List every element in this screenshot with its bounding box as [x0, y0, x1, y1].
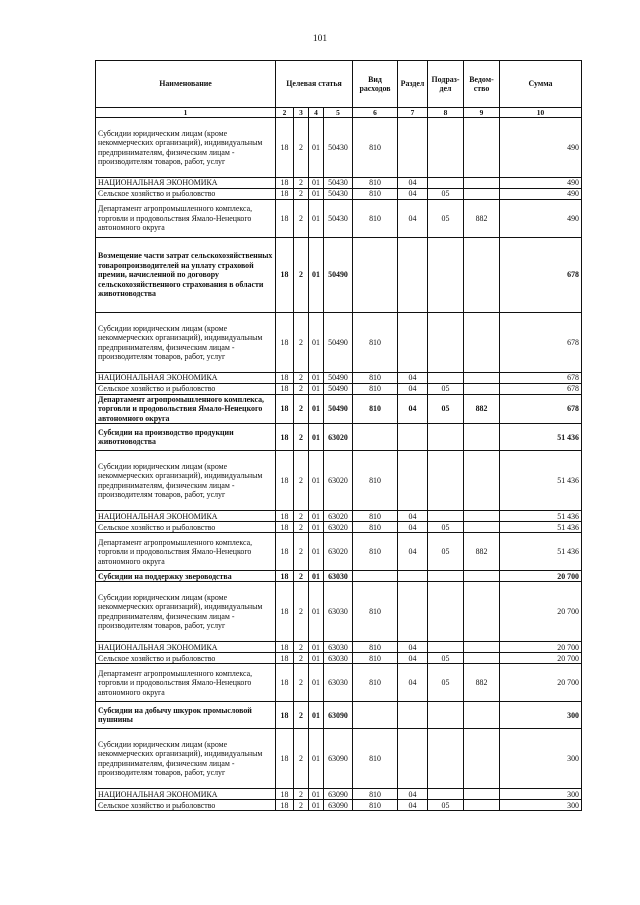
- row-name-cell: Субсидии на добычу шкурок промысловой пушнины: [96, 702, 276, 729]
- department-cell: 882: [464, 533, 500, 571]
- target-code-subprogram-cell: 2: [294, 664, 309, 702]
- department-cell: [464, 582, 500, 642]
- sum-cell: 20 700: [500, 664, 582, 702]
- expense-type-cell: 810: [353, 800, 398, 811]
- table-row: [96, 789, 582, 800]
- expense-type-cell: 810: [353, 200, 398, 238]
- table-row: [96, 384, 582, 395]
- target-code-direction-cell: 50490: [324, 395, 353, 424]
- column-number: 1: [96, 108, 276, 118]
- department-cell: 882: [464, 395, 500, 424]
- target-code-direction-cell: 63090: [324, 800, 353, 811]
- expense-type-cell: [353, 238, 398, 313]
- target-code-subprogram-cell: 2: [294, 118, 309, 178]
- target-code-subprogram-cell: 2: [294, 653, 309, 664]
- target-code-direction-cell: 63090: [324, 789, 353, 800]
- row-name-cell: НАЦИОНАЛЬНАЯ ЭКОНОМИКА: [96, 511, 276, 522]
- sum-cell: 51 436: [500, 533, 582, 571]
- department-cell: [464, 571, 500, 582]
- target-code-direction-cell: 50490: [324, 373, 353, 384]
- table-header-row: [96, 61, 582, 108]
- target-code-event-cell: 01: [309, 118, 324, 178]
- target-code-direction-cell: 63020: [324, 424, 353, 451]
- column-number: 3: [294, 108, 309, 118]
- table-row: [96, 533, 582, 571]
- sum-cell: 51 436: [500, 424, 582, 451]
- target-code-event-cell: 01: [309, 373, 324, 384]
- target-code-subprogram-cell: 2: [294, 533, 309, 571]
- target-code-subprogram-cell: 2: [294, 582, 309, 642]
- target-code-event-cell: 01: [309, 653, 324, 664]
- section-cell: 04: [398, 653, 428, 664]
- department-cell: [464, 702, 500, 729]
- row-name-cell: НАЦИОНАЛЬНАЯ ЭКОНОМИКА: [96, 789, 276, 800]
- section-cell: 04: [398, 511, 428, 522]
- row-name-cell: Департамент агропромышленного комплекса, торговли и продовольствия Ямало-Ненецкого автономного округа: [96, 395, 276, 424]
- target-code-event-cell: 01: [309, 582, 324, 642]
- expense-type-cell: 810: [353, 653, 398, 664]
- sum-cell: 20 700: [500, 582, 582, 642]
- target-code-direction-cell: 63020: [324, 511, 353, 522]
- subsection-cell: [428, 789, 464, 800]
- section-cell: [398, 702, 428, 729]
- sum-cell: 51 436: [500, 522, 582, 533]
- row-name-cell: НАЦИОНАЛЬНАЯ ЭКОНОМИКА: [96, 373, 276, 384]
- row-name-cell: Департамент агропромышленного комплекса, торговли и продовольствия Ямало-Ненецкого автономного округа: [96, 533, 276, 571]
- column-number: 4: [309, 108, 324, 118]
- row-name-cell: Субсидии на производство продукции животноводства: [96, 424, 276, 451]
- target-code-program-cell: 18: [276, 653, 294, 664]
- sum-cell: 300: [500, 729, 582, 789]
- sum-cell: 300: [500, 789, 582, 800]
- section-cell: [398, 118, 428, 178]
- target-code-event-cell: 01: [309, 451, 324, 511]
- department-cell: [464, 729, 500, 789]
- department-cell: [464, 789, 500, 800]
- target-code-direction-cell: 63020: [324, 522, 353, 533]
- target-code-direction-cell: 63030: [324, 582, 353, 642]
- target-code-program-cell: 18: [276, 313, 294, 373]
- sum-cell: 490: [500, 178, 582, 189]
- expense-type-cell: 810: [353, 582, 398, 642]
- section-cell: 04: [398, 373, 428, 384]
- department-cell: [464, 451, 500, 511]
- target-code-program-cell: 18: [276, 200, 294, 238]
- page-number: 101: [312, 34, 328, 44]
- table-row: [96, 313, 582, 373]
- target-code-program-cell: 18: [276, 238, 294, 313]
- target-code-event-cell: 01: [309, 571, 324, 582]
- column-number: 10: [500, 108, 582, 118]
- department-cell: 882: [464, 200, 500, 238]
- target-code-event-cell: 01: [309, 522, 324, 533]
- table-row: [96, 373, 582, 384]
- target-code-event-cell: 01: [309, 800, 324, 811]
- row-name-cell: Субсидии юридическим лицам (кроме некоммерческих организаций), индивидуальным предпринимателям, физическим лицам - производителям товаров, работ, услуг: [96, 118, 276, 178]
- target-code-event-cell: 01: [309, 238, 324, 313]
- sum-cell: 678: [500, 395, 582, 424]
- target-code-program-cell: 18: [276, 571, 294, 582]
- subsection-cell: 05: [428, 664, 464, 702]
- subsection-cell: 05: [428, 522, 464, 533]
- target-code-subprogram-cell: 2: [294, 729, 309, 789]
- header-department: Ведом-ство: [464, 61, 500, 108]
- table-row: [96, 189, 582, 200]
- department-cell: [464, 384, 500, 395]
- subsection-cell: 05: [428, 533, 464, 571]
- expense-type-cell: 810: [353, 642, 398, 653]
- section-cell: 04: [398, 384, 428, 395]
- row-name-cell: Субсидии юридическим лицам (кроме некоммерческих организаций), индивидуальным предпринимателям, физическим лицам - производителям товаров, работ, услуг: [96, 729, 276, 789]
- target-code-program-cell: 18: [276, 522, 294, 533]
- subsection-cell: [428, 582, 464, 642]
- sum-cell: 490: [500, 189, 582, 200]
- header-name: Наименование: [96, 61, 276, 108]
- section-cell: 04: [398, 200, 428, 238]
- sum-cell: 20 700: [500, 642, 582, 653]
- expense-type-cell: 810: [353, 522, 398, 533]
- subsection-cell: [428, 424, 464, 451]
- column-number: 7: [398, 108, 428, 118]
- department-cell: [464, 189, 500, 200]
- target-code-direction-cell: 50430: [324, 200, 353, 238]
- table-row: [96, 800, 582, 811]
- target-code-program-cell: 18: [276, 533, 294, 571]
- target-code-subprogram-cell: 2: [294, 238, 309, 313]
- target-code-direction-cell: 50430: [324, 189, 353, 200]
- header-subsection: Подраз-дел: [428, 61, 464, 108]
- sum-cell: 678: [500, 313, 582, 373]
- target-code-program-cell: 18: [276, 395, 294, 424]
- row-name-cell: Субсидии юридическим лицам (кроме некоммерческих организаций), индивидуальным предпринимателям, физическим лицам - производителям товаров, работ, услуг: [96, 582, 276, 642]
- target-code-event-cell: 01: [309, 200, 324, 238]
- department-cell: [464, 118, 500, 178]
- department-cell: [464, 511, 500, 522]
- row-name-cell: Сельское хозяйство и рыболовство: [96, 384, 276, 395]
- target-code-event-cell: 01: [309, 178, 324, 189]
- target-code-event-cell: 01: [309, 384, 324, 395]
- table-row: [96, 571, 582, 582]
- row-name-cell: Возмещение части затрат сельскохозяйственных товаропроизводителей на уплату страховой премии, начисленной по договору сельскохозяйственного страхования в области животноводства: [96, 238, 276, 313]
- target-code-program-cell: 18: [276, 729, 294, 789]
- section-cell: [398, 313, 428, 373]
- table-row: [96, 451, 582, 511]
- target-code-event-cell: 01: [309, 511, 324, 522]
- target-code-program-cell: 18: [276, 178, 294, 189]
- target-code-direction-cell: 63030: [324, 642, 353, 653]
- subsection-cell: [428, 118, 464, 178]
- subsection-cell: 05: [428, 395, 464, 424]
- target-code-event-cell: 01: [309, 395, 324, 424]
- target-code-subprogram-cell: 2: [294, 571, 309, 582]
- row-name-cell: НАЦИОНАЛЬНАЯ ЭКОНОМИКА: [96, 178, 276, 189]
- target-code-subprogram-cell: 2: [294, 642, 309, 653]
- section-cell: 04: [398, 533, 428, 571]
- sum-cell: 300: [500, 702, 582, 729]
- target-code-subprogram-cell: 2: [294, 178, 309, 189]
- sum-cell: 490: [500, 200, 582, 238]
- target-code-direction-cell: 63020: [324, 533, 353, 571]
- target-code-event-cell: 01: [309, 642, 324, 653]
- expense-type-cell: 810: [353, 373, 398, 384]
- row-name-cell: Сельское хозяйство и рыболовство: [96, 653, 276, 664]
- target-code-program-cell: 18: [276, 451, 294, 511]
- section-cell: 04: [398, 642, 428, 653]
- target-code-program-cell: 18: [276, 800, 294, 811]
- sum-cell: 20 700: [500, 653, 582, 664]
- target-code-subprogram-cell: 2: [294, 384, 309, 395]
- target-code-program-cell: 18: [276, 424, 294, 451]
- expense-type-cell: [353, 424, 398, 451]
- section-cell: 04: [398, 664, 428, 702]
- target-code-event-cell: 01: [309, 313, 324, 373]
- target-code-program-cell: 18: [276, 511, 294, 522]
- expense-type-cell: 810: [353, 664, 398, 702]
- target-code-program-cell: 18: [276, 373, 294, 384]
- table-row: [96, 522, 582, 533]
- department-cell: [464, 313, 500, 373]
- row-name-cell: Сельское хозяйство и рыболовство: [96, 522, 276, 533]
- target-code-direction-cell: 63030: [324, 664, 353, 702]
- row-name-cell: Департамент агропромышленного комплекса, торговли и продовольствия Ямало-Ненецкого автономного округа: [96, 664, 276, 702]
- target-code-event-cell: 01: [309, 729, 324, 789]
- target-code-event-cell: 01: [309, 789, 324, 800]
- expense-type-cell: 810: [353, 395, 398, 424]
- subsection-cell: 05: [428, 653, 464, 664]
- subsection-cell: [428, 642, 464, 653]
- expense-type-cell: 810: [353, 178, 398, 189]
- subsection-cell: 05: [428, 200, 464, 238]
- table-row: [96, 424, 582, 451]
- target-code-direction-cell: 63090: [324, 702, 353, 729]
- target-code-direction-cell: 50490: [324, 384, 353, 395]
- expense-type-cell: 810: [353, 384, 398, 395]
- target-code-subprogram-cell: 2: [294, 511, 309, 522]
- subsection-cell: [428, 702, 464, 729]
- target-code-direction-cell: 50430: [324, 178, 353, 189]
- subsection-cell: 05: [428, 800, 464, 811]
- target-code-subprogram-cell: 2: [294, 189, 309, 200]
- target-code-event-cell: 01: [309, 189, 324, 200]
- department-cell: [464, 653, 500, 664]
- row-name-cell: Субсидии юридическим лицам (кроме некоммерческих организаций), индивидуальным предпринимателям, физическим лицам - производителям товаров, работ, услуг: [96, 313, 276, 373]
- target-code-event-cell: 01: [309, 664, 324, 702]
- target-code-subprogram-cell: 2: [294, 373, 309, 384]
- sum-cell: 678: [500, 373, 582, 384]
- subsection-cell: [428, 729, 464, 789]
- column-number: 2: [276, 108, 294, 118]
- sum-cell: 51 436: [500, 451, 582, 511]
- subsection-cell: [428, 178, 464, 189]
- target-code-subprogram-cell: 2: [294, 702, 309, 729]
- table-row: [96, 664, 582, 702]
- section-cell: 04: [398, 178, 428, 189]
- sum-cell: 300: [500, 800, 582, 811]
- table-row: [96, 582, 582, 642]
- subsection-cell: [428, 571, 464, 582]
- column-number: 9: [464, 108, 500, 118]
- row-name-cell: Субсидии юридическим лицам (кроме некоммерческих организаций), индивидуальным предпринимателям, физическим лицам - производителям товаров, работ, услуг: [96, 451, 276, 511]
- header-section: Раздел: [398, 61, 428, 108]
- target-code-program-cell: 18: [276, 189, 294, 200]
- target-code-subprogram-cell: 2: [294, 789, 309, 800]
- target-code-program-cell: 18: [276, 664, 294, 702]
- column-number: 5: [324, 108, 353, 118]
- target-code-direction-cell: 63030: [324, 571, 353, 582]
- subsection-cell: [428, 373, 464, 384]
- subsection-cell: [428, 238, 464, 313]
- target-code-subprogram-cell: 2: [294, 395, 309, 424]
- target-code-direction-cell: 50430: [324, 118, 353, 178]
- target-code-direction-cell: 63020: [324, 451, 353, 511]
- expense-type-cell: [353, 702, 398, 729]
- target-code-program-cell: 18: [276, 582, 294, 642]
- table-row: [96, 642, 582, 653]
- section-cell: 04: [398, 189, 428, 200]
- expense-type-cell: [353, 571, 398, 582]
- department-cell: [464, 373, 500, 384]
- sum-cell: 20 700: [500, 571, 582, 582]
- row-name-cell: Сельское хозяйство и рыболовство: [96, 189, 276, 200]
- target-code-event-cell: 01: [309, 533, 324, 571]
- target-code-subprogram-cell: 2: [294, 451, 309, 511]
- section-cell: 04: [398, 522, 428, 533]
- column-number-row: [96, 108, 582, 118]
- row-name-cell: Сельское хозяйство и рыболовство: [96, 800, 276, 811]
- section-cell: [398, 451, 428, 511]
- subsection-cell: [428, 511, 464, 522]
- expense-type-cell: 810: [353, 189, 398, 200]
- budget-table: [95, 60, 582, 811]
- header-expense-type: Вид расходов: [353, 61, 398, 108]
- section-cell: [398, 238, 428, 313]
- section-cell: 04: [398, 789, 428, 800]
- sum-cell: 490: [500, 118, 582, 178]
- table-body: [96, 118, 582, 811]
- target-code-direction-cell: 50490: [324, 238, 353, 313]
- row-name-cell: НАЦИОНАЛЬНАЯ ЭКОНОМИКА: [96, 642, 276, 653]
- department-cell: 882: [464, 664, 500, 702]
- section-cell: [398, 729, 428, 789]
- target-code-event-cell: 01: [309, 702, 324, 729]
- row-name-cell: Департамент агропромышленного комплекса, торговли и продовольствия Ямало-Ненецкого автономного округа: [96, 200, 276, 238]
- target-code-event-cell: 01: [309, 424, 324, 451]
- target-code-program-cell: 18: [276, 702, 294, 729]
- department-cell: [464, 424, 500, 451]
- table-row: [96, 702, 582, 729]
- expense-type-cell: 810: [353, 118, 398, 178]
- section-cell: [398, 582, 428, 642]
- target-code-subprogram-cell: 2: [294, 313, 309, 373]
- table-row: [96, 511, 582, 522]
- department-cell: [464, 642, 500, 653]
- section-cell: [398, 424, 428, 451]
- table-row: [96, 729, 582, 789]
- header-target-article: Целевая статья: [276, 61, 353, 108]
- header-sum: Сумма: [500, 61, 582, 108]
- column-number: 8: [428, 108, 464, 118]
- subsection-cell: 05: [428, 189, 464, 200]
- target-code-subprogram-cell: 2: [294, 424, 309, 451]
- department-cell: [464, 522, 500, 533]
- section-cell: [398, 571, 428, 582]
- column-number: 6: [353, 108, 398, 118]
- table-row: [96, 178, 582, 189]
- table-row: [96, 200, 582, 238]
- row-name-cell: Субсидии на поддержку звероводства: [96, 571, 276, 582]
- target-code-subprogram-cell: 2: [294, 800, 309, 811]
- target-code-subprogram-cell: 2: [294, 522, 309, 533]
- subsection-cell: 05: [428, 384, 464, 395]
- table-row: [96, 238, 582, 313]
- subsection-cell: [428, 313, 464, 373]
- expense-type-cell: 810: [353, 533, 398, 571]
- department-cell: [464, 238, 500, 313]
- target-code-program-cell: 18: [276, 384, 294, 395]
- table-row: [96, 653, 582, 664]
- section-cell: 04: [398, 395, 428, 424]
- subsection-cell: [428, 451, 464, 511]
- sum-cell: 678: [500, 238, 582, 313]
- target-code-program-cell: 18: [276, 642, 294, 653]
- department-cell: [464, 178, 500, 189]
- target-code-subprogram-cell: 2: [294, 200, 309, 238]
- table-row: [96, 395, 582, 424]
- target-code-direction-cell: 50490: [324, 313, 353, 373]
- target-code-program-cell: 18: [276, 118, 294, 178]
- expense-type-cell: 810: [353, 729, 398, 789]
- target-code-direction-cell: 63030: [324, 653, 353, 664]
- expense-type-cell: 810: [353, 789, 398, 800]
- target-code-program-cell: 18: [276, 789, 294, 800]
- target-code-direction-cell: 63090: [324, 729, 353, 789]
- table-row: [96, 118, 582, 178]
- sum-cell: 678: [500, 384, 582, 395]
- expense-type-cell: 810: [353, 313, 398, 373]
- section-cell: 04: [398, 800, 428, 811]
- expense-type-cell: 810: [353, 451, 398, 511]
- sum-cell: 51 436: [500, 511, 582, 522]
- expense-type-cell: 810: [353, 511, 398, 522]
- department-cell: [464, 800, 500, 811]
